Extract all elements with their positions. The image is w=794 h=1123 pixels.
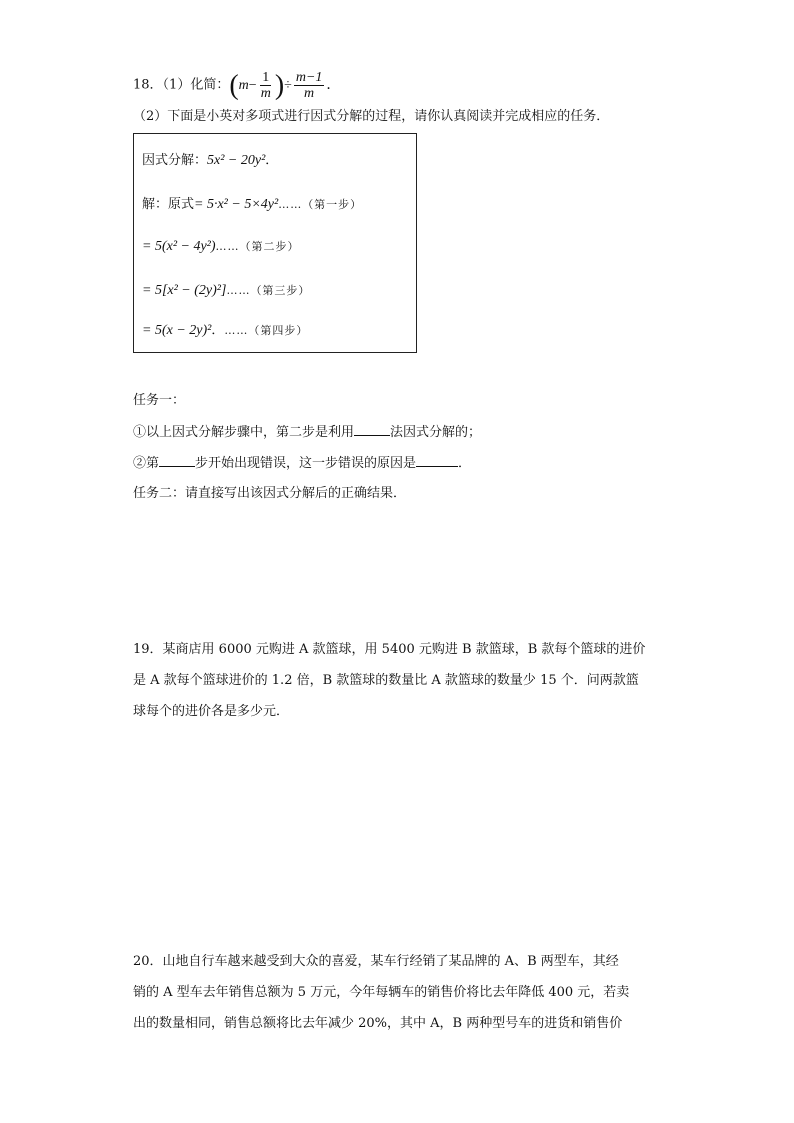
answer-blank-step[interactable] [159, 454, 195, 467]
task1-title: 任务一： [133, 393, 186, 408]
step2-tag: ……（第二步） [215, 240, 300, 253]
task2-text: 任务二：请直接写出该因式分解后的正确结果． [133, 486, 407, 501]
q18-part1-expression: (m− $\frac{1}{m}$ )÷ $\frac{m-1}{m}$ ． [229, 69, 341, 101]
step4-tag: ……（第四步） [224, 324, 309, 337]
divide-sign: ÷ [284, 77, 292, 93]
q18-part1-label: 18．（1）化简： [133, 77, 230, 93]
fraction-denominator: m [260, 86, 271, 101]
q20-line3: 出的数量相同，销售总额将比去年减少 20%，其中 A，B 两种型号车的进货和销售价 [133, 1016, 623, 1031]
box-task-line [142, 152, 278, 170]
task1-item2-text: ②第 [133, 456, 160, 471]
q19-line1: 19．某商店用 6000 元购进 A 款篮球，用 5400 元购进 B 款篮球，B 款每个篮球的进价 [133, 642, 646, 657]
q19-line3: 球每个的进价各是多少元． [133, 704, 290, 719]
fraction-numerator: m−1 [295, 70, 323, 85]
step4-expression: = 5(x − 2y)² [142, 323, 212, 338]
box-step2-line [142, 238, 300, 256]
answer-blank-reason[interactable] [416, 454, 458, 467]
box-step1-line [142, 196, 362, 214]
period: ． [326, 77, 341, 93]
task1-item2-text-mid: 步开始出现错误，这一步错误的原因是 [195, 456, 417, 471]
box-step4-line [142, 322, 308, 340]
fraction-1-over-m [259, 70, 273, 101]
period: ． [265, 153, 279, 168]
period: ． [211, 323, 225, 338]
task-expression: 5x² − 20y² [207, 153, 266, 168]
task1-item1 [133, 423, 481, 442]
fraction-numerator: 1 [262, 70, 270, 85]
period: ． [458, 456, 472, 471]
task1-item1-text-end: 法因式分解的； [390, 425, 482, 440]
answer-blank-method[interactable] [354, 423, 390, 436]
q18-part1 [133, 69, 341, 101]
step1-tag: ……（第一步） [278, 198, 363, 211]
fraction-m-minus-1-over-m [294, 70, 325, 101]
q19-line2: 是 A 款每个篮球进价的 1.2 倍，B 款篮球的数量比 A 款篮球的数量少 15 个．问两款篮 [133, 673, 639, 688]
step3-tag: ……（第三步） [226, 284, 311, 297]
q20-line1: 20．山地自行车越来越受到大众的喜爱，某车行经销了某品牌的 A、B 两型车，其经 [133, 954, 619, 969]
task1-item2 [133, 454, 471, 473]
expr-minus: − [248, 77, 257, 93]
fraction-denominator: m [304, 86, 315, 101]
task1-item1-text: ①以上因式分解步骤中，第二步是利用 [133, 425, 355, 440]
task-label: 因式分解： [142, 153, 208, 168]
solution-label: 解：原式 [142, 197, 195, 212]
step3-expression: = 5[x² − (2y)²] [142, 283, 227, 298]
q20-line2: 销的 A 型车去年销售总额为 5 万元，今年每辆车的销售价将比去年降低 400 元，若卖 [133, 985, 630, 1000]
step1-expression: = 5·x² − 5×4y² [194, 197, 279, 212]
box-step3-line [142, 282, 310, 300]
q18-part2-text: （2）下面是小英对多项式进行因式分解的过程，请你认真阅读并完成相应的任务． [133, 109, 610, 124]
expr-m: m [238, 77, 249, 93]
step2-expression: = 5(x² − 4y²) [142, 239, 216, 254]
